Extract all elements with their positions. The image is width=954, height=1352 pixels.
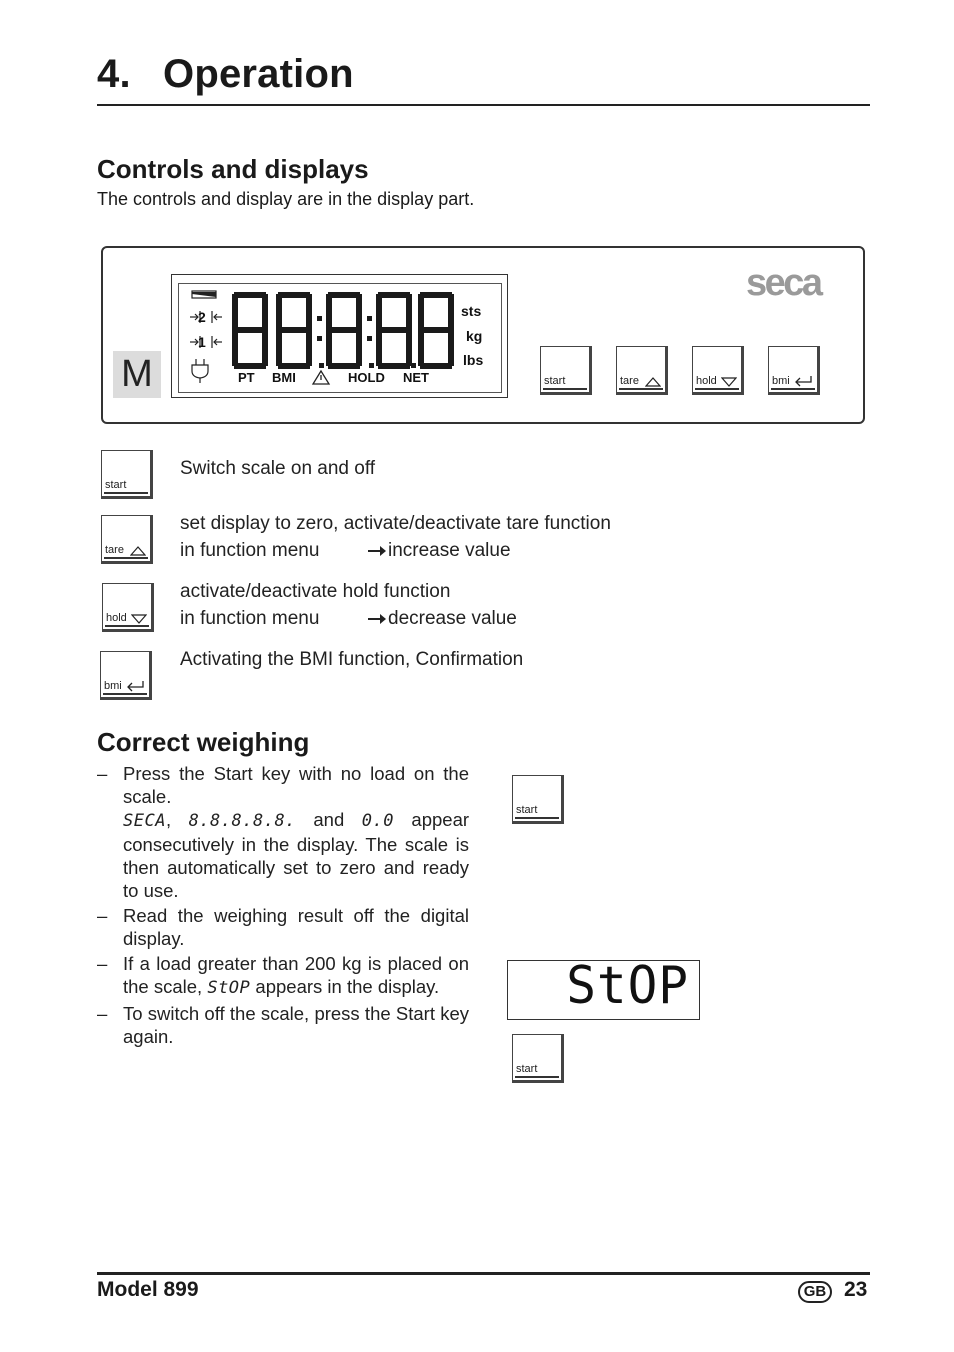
key-label: bmi [104,680,122,692]
test-display-text: 8.8.8.8.8. [188,811,296,831]
start-key-illustration-off [512,1034,564,1083]
chapter-number: 4. [97,52,131,96]
decrease-value-text: decrease value [388,608,517,629]
plug-icon [192,359,208,383]
stop-display-readout: StOP [566,956,690,1016]
model-label: Model 899 [97,1278,199,1301]
key-label: hold [696,375,717,387]
bmi-key-description: Activating the BMI function, Confirmation [180,649,524,670]
triangle-down-icon [721,377,737,387]
enter-arrow-icon [793,375,813,387]
stop-display-text: StOP [207,978,251,998]
lcd-label-net: NET [403,370,429,385]
tare-description-line2 [180,537,611,564]
lcd-digit [235,295,265,366]
seca-display-text: SECA [123,811,166,831]
region-badge: GB [798,1281,832,1303]
chapter-title [97,52,354,97]
key-label: start [105,479,127,491]
lcd-segments [178,283,502,393]
key-label: start [544,375,566,387]
seca-logo: seca [746,262,821,304]
function-menu-label: in function menu [180,608,320,629]
start-key-description: Switch scale on and off [180,458,376,479]
step-1: – Press the Start key with no load on the scale. SECA, 8.8.8.8.8. and 0.0 appear consecutively in the display. The scale is then automatically set to zero and ready to use. [97,763,470,901]
step-4: – To switch off the scale, press the Start key again. [97,1003,469,1047]
bmi-key-legend [100,651,152,700]
unit-kg: kg [466,328,483,344]
range-label-1: 1 [198,334,206,350]
unit-sts: sts [461,303,482,319]
warning-icon [313,371,329,384]
tare-description-line1: set display to zero, activate/deactivate tare function [180,513,611,534]
triangle-down-icon [131,614,147,624]
range-1-icon [190,336,222,348]
range-2-icon [190,311,222,323]
page-number: 23 [844,1278,868,1301]
panel-tare-key[interactable] [616,346,668,395]
key-label: start [516,1063,538,1075]
key-label: hold [106,612,127,624]
triangle-up-icon [130,546,146,556]
panel-bmi-key[interactable] [768,346,820,395]
top-rule [97,104,870,106]
controls-intro: The controls and display are in the display part. [97,189,475,209]
lcd-digit [279,295,309,366]
panel-start-key[interactable] [540,346,592,395]
tare-key-description [180,510,611,564]
increase-value-text: increase value [388,540,511,561]
tare-key-legend [101,515,153,564]
panel-hold-key[interactable] [692,346,744,395]
weighing-heading: Correct weighing [97,727,310,757]
lcd-label-hold: HOLD [348,370,385,385]
battery-icon [192,291,216,298]
unit-lbs: lbs [463,352,484,368]
lcd-digit [329,295,359,366]
lcd-digit-group [235,295,451,366]
hold-description-line1: activate/deactivate hold function [180,581,451,602]
m-key[interactable]: M [113,351,161,398]
lcd-digit [379,295,409,366]
footer-rule [97,1272,870,1275]
hold-key-legend [102,583,154,632]
zero-display-text: 0.0 [361,811,394,831]
lcd-label-pt: PT [238,370,255,385]
lcd-digit [421,295,451,366]
range-label-2: 2 [198,309,206,325]
function-menu-label: in function menu [180,540,320,561]
step-3: – If a load greater than 200 kg is placed on the scale, StOP appears in the display. [97,953,469,998]
weighing-steps [97,762,469,1050]
key-label: tare [105,544,124,556]
hold-key-description [180,578,517,632]
lcd-label-bmi: BMI [272,370,296,385]
enter-arrow-icon [125,680,145,692]
start-key-illustration [512,775,564,824]
key-label: bmi [772,375,790,387]
triangle-up-icon [645,377,661,387]
chapter-title-text: Operation [163,52,354,96]
key-label: start [516,804,538,816]
right-arrow-icon [368,618,382,620]
controls-heading: Controls and displays [97,154,369,184]
hold-description-line2 [180,605,517,632]
key-label: tare [620,375,639,387]
start-key-legend [101,450,153,499]
right-arrow-icon [368,550,382,552]
step-2: – Read the weighing result off the digital display. [97,905,469,949]
